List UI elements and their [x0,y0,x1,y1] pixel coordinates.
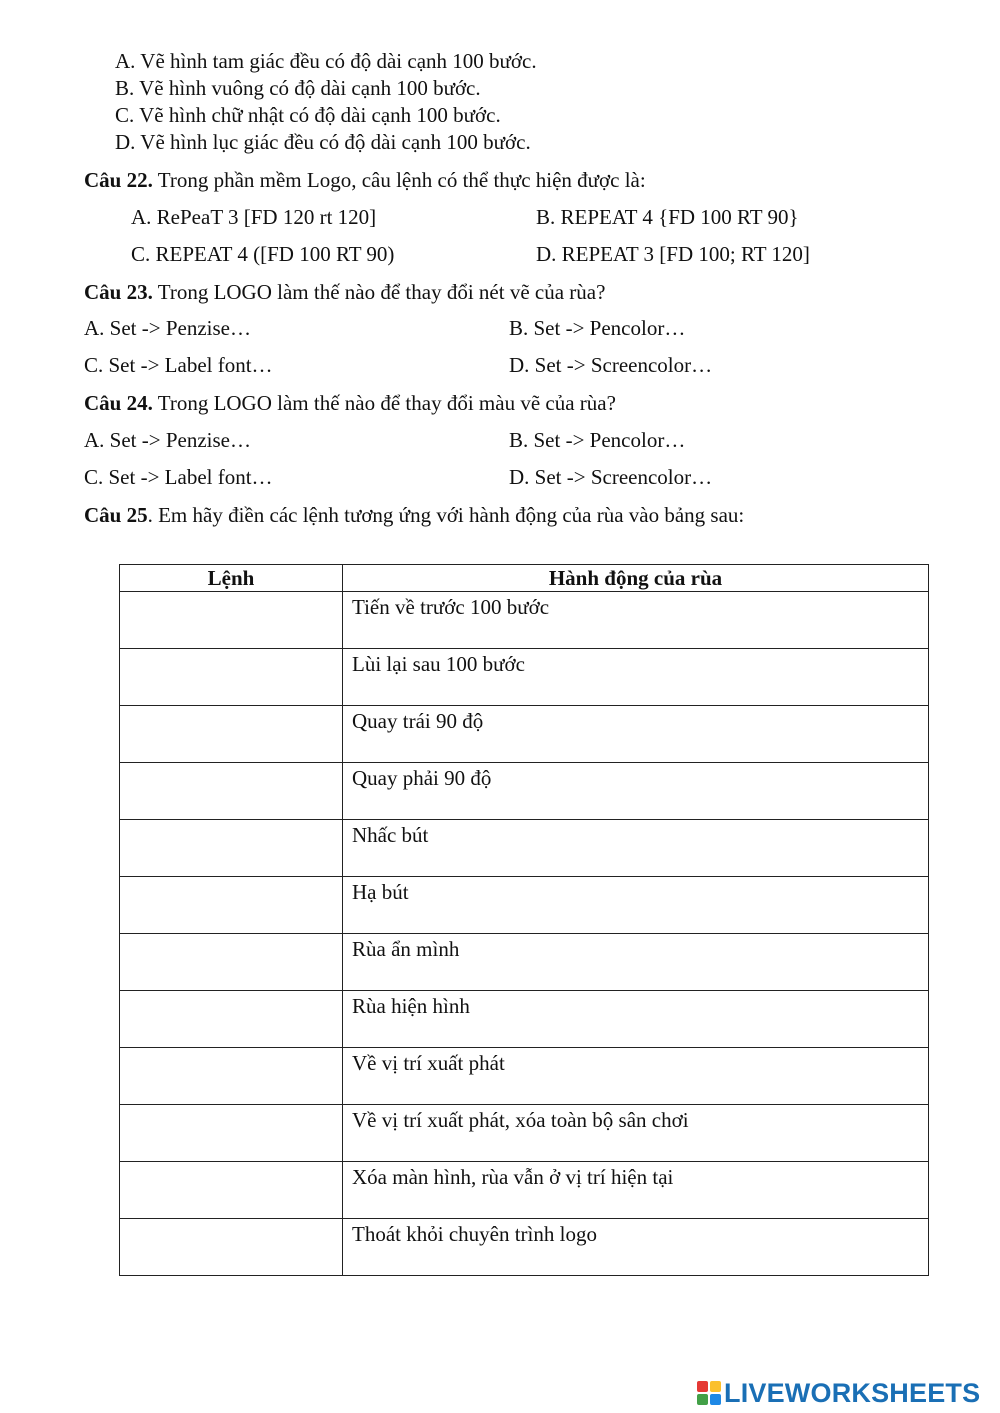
q24-text: Trong LOGO làm thế nào để thay đổi màu vẽ của rùa? [152,391,616,415]
q21-option-d: D. Vẽ hình lục giác đều có độ dài cạnh 100 bước. [115,130,531,154]
answer-cell[interactable] [120,1105,343,1162]
q23-option-a: A. Set -> Penzise… [84,316,251,340]
action-cell: Lùi lại sau 100 bước [343,649,929,706]
q21-option-b: B. Vẽ hình vuông có độ dài cạnh 100 bước. [115,76,481,100]
table-row [120,991,929,1048]
action-cell: Xóa màn hình, rùa vẫn ở vị trí hiện tại [343,1162,929,1219]
header-action: Hành động của rùa [343,565,929,592]
table-row [120,1219,929,1276]
answer-cell[interactable] [120,592,343,649]
q22-option-d: D. REPEAT 3 [FD 100; RT 120] [536,242,810,266]
answer-cell[interactable] [120,820,343,877]
q22-option-c: C. REPEAT 4 ([FD 100 RT 90) [131,242,395,266]
q25-label: Câu 25 [84,503,148,527]
q22-option-a: A. RePeaT 3 [FD 120 rt 120] [131,205,377,229]
action-cell: Thoát khỏi chuyên trình logo [343,1219,929,1276]
q22-option-b: B. REPEAT 4 {FD 100 RT 90} [536,205,799,229]
q24-question [84,390,616,416]
q23-option-d: D. Set -> Screencolor… [509,353,713,377]
q21-option-a: A. Vẽ hình tam giác đều có độ dài cạnh 100 bước. [115,49,537,73]
header-command: Lệnh [120,565,343,592]
answer-cell[interactable] [120,706,343,763]
q23-option-b: B. Set -> Pencolor… [509,316,686,340]
table-row [120,1162,929,1219]
table-row [120,1105,929,1162]
answer-cell[interactable] [120,991,343,1048]
q25-text: . Em hãy điền các lệnh tương ứng với hành động của rùa vào bảng sau: [147,503,745,527]
q24-option-b: B. Set -> Pencolor… [509,428,686,452]
q24-label: Câu 24. [84,391,153,415]
answer-cell[interactable] [120,1219,343,1276]
q24-option-a: A. Set -> Penzise… [84,428,251,452]
q22-label: Câu 22. [84,168,153,192]
q23-option-c: C. Set -> Label font… [84,353,273,377]
q22-text: Trong phần mềm Logo, câu lệnh có thể thực hiện được là: [152,168,646,192]
answer-cell[interactable] [120,1048,343,1105]
table-row [120,820,929,877]
action-cell: Về vị trí xuất phát [343,1048,929,1105]
brand-name: LIVEWORKSHEETS [724,1377,981,1408]
action-cell: Rùa ẩn mình [343,934,929,991]
table-row [120,592,929,649]
q21-option-c: C. Vẽ hình chữ nhật có độ dài cạnh 100 bước. [115,103,501,127]
table-row [120,934,929,991]
table-row [120,649,929,706]
table-row [120,877,929,934]
q24-option-d: D. Set -> Screencolor… [509,465,713,489]
answer-cell[interactable] [120,934,343,991]
table-row [120,1048,929,1105]
action-cell: Về vị trí xuất phát, xóa toàn bộ sân chơi [343,1105,929,1162]
answer-cell[interactable] [120,763,343,820]
table-row [120,706,929,763]
table-row [120,763,929,820]
q23-label: Câu 23. [84,280,153,304]
answer-cell[interactable] [120,649,343,706]
q22-question [84,167,646,193]
action-cell: Tiến về trước 100 bước [343,592,929,649]
table-header-row [120,565,929,592]
q23-text: Trong LOGO làm thế nào để thay đổi nét vẽ của rùa? [152,280,606,304]
answer-table [119,564,929,1276]
liveworksheets-logo [697,1378,980,1408]
answer-cell[interactable] [120,1162,343,1219]
q25-question [84,502,744,528]
action-cell: Quay phải 90 độ [343,763,929,820]
q24-option-c: C. Set -> Label font… [84,465,273,489]
action-cell: Hạ bút [343,877,929,934]
answer-cell[interactable] [120,877,343,934]
action-cell: Rùa hiện hình [343,991,929,1048]
q23-question [84,279,605,305]
action-cell: Nhấc bút [343,820,929,877]
action-cell: Quay trái 90 độ [343,706,929,763]
liveworksheets-logo-icon [697,1381,721,1405]
